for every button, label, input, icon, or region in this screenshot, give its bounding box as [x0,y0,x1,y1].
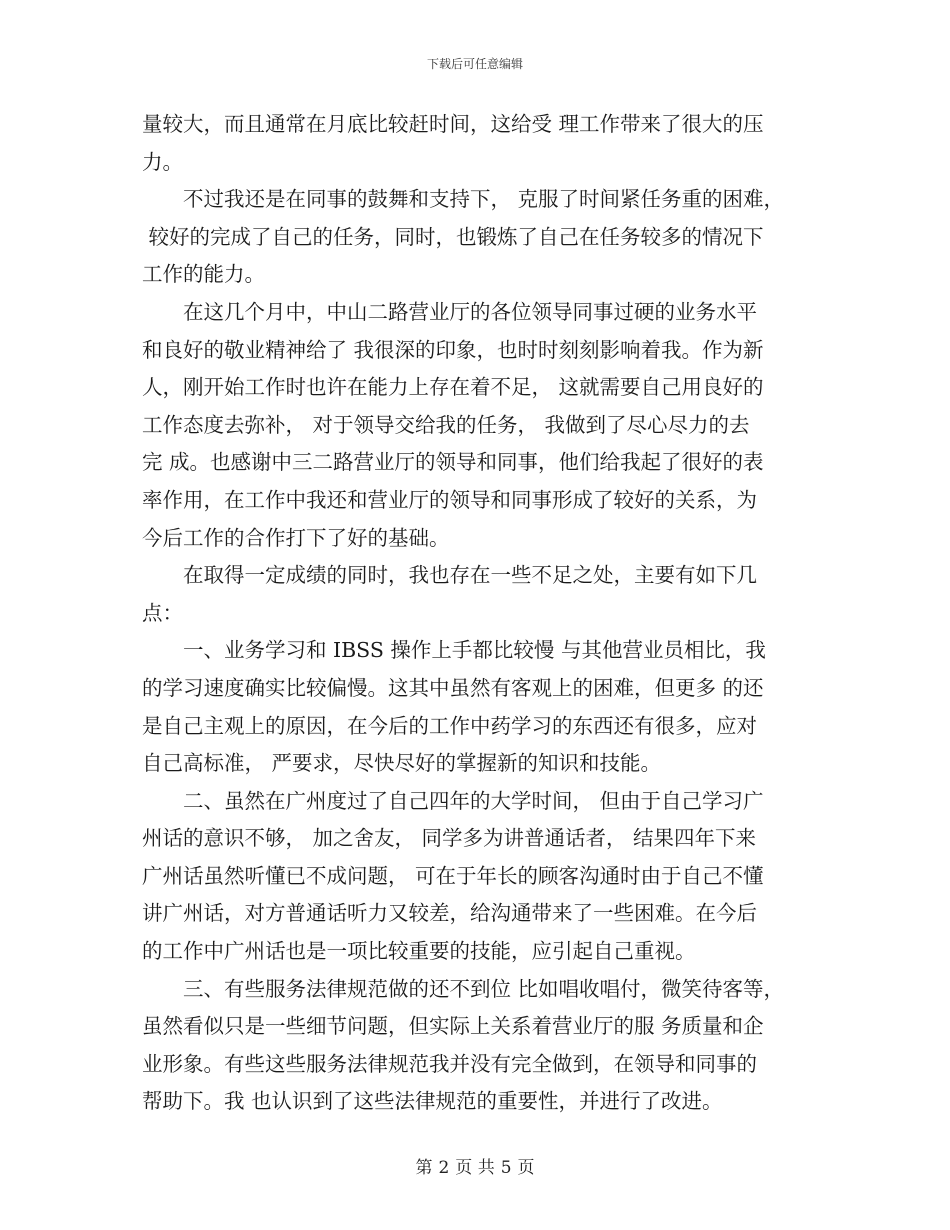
paragraph-line: 讲广州话，对方普通话听力又较差，给沟通带来了一些困难。在今后 [142,901,757,926]
paragraph-line: 人，刚开始工作时也许在能力上存在着不足， 这就需要自己用良好的 [142,375,764,400]
paragraph-line: 和良好的敬业精神给了 我很深的印象，也时时刻刻影响着我。作为新 [142,337,764,362]
paragraph-line: 率作用，在工作中我还和营业厅的领导和同事形成了较好的关系，为 [142,487,757,512]
paragraph-line: 三、有些服务法律规范做的还不到位 比如唱收唱付，微笑待客等， [183,976,785,1001]
paragraph-line: 量较大，而且通常在月底比较赶时间，这给受 理工作带来了很大的压 [142,112,764,136]
paragraph-line: 虽然看似只是一些细节问题，但实际上关系着营业厅的服 务质量和企 [142,1014,764,1039]
paragraph-line: 的工作中广州话也是一项比较重要的技能，应引起自己重视。 [142,939,696,964]
paragraph-line: 的学习速度确实比较偏慢。这其中虽然有客观上的困难，但更多 的还 [142,675,764,700]
paragraph-line: 帮助下。我 也认识到了这些法律规范的重要性，并进行了改进。 [142,1089,723,1114]
paragraph-line: 工作态度去弥补， 对于领导交给我的任务， 我做到了尽心尽力的去 [142,412,750,437]
paragraph-line: 在这几个月中，中山二路营业厅的各位领导同事过硬的业务水平 [183,299,757,324]
paragraph-line: 不过我还是在同事的鼓舞和支持下， 克服了时间紧任务重的困难， [183,187,785,212]
paragraph-line: 一、业务学习和 IBSS 操作上手都比较慢 与其他营业员相比，我 [183,638,766,663]
paragraph-line: 完 成。也感谢中三二路营业厅的领导和同事，他们给我起了很好的表 [142,450,764,475]
paragraph-line: 在取得一定成绩的同时，我也存在一些不足之处，主要有如下几 [183,563,757,588]
footer-suffix: 页 [517,1158,535,1178]
document-body [142,106,810,1121]
paragraph-line: 工作的能力。 [142,262,265,287]
paragraph-line: 广州话虽然听懂已不成问题， 可在于年长的顾客沟通时由于自己不懂 [142,863,764,888]
paragraph-line: 自己高标准， 严要求，尽快尽好的掌握新的知识和技能。 [142,751,662,776]
paragraph-line: 二、虽然在广州度过了自己四年的大学时间， 但由于自己学习广 [183,788,764,813]
page-header: 下载后可任意编辑 [426,57,523,71]
paragraph-line: 州话的意识不够， 加之舍友， 同学多为讲普通话者， 结果四年下来 [142,826,757,851]
paragraph-line: 今后工作的合作打下了好的基础。 [142,525,450,550]
paragraph-line: 力。 [142,149,183,174]
footer-prefix: 第 [415,1158,433,1178]
paragraph-line: 较好的完成了自己的任务，同时，也锻炼了自己在任务较多的情况下 [142,224,764,249]
footer-mid: 页 共 [455,1158,495,1178]
paragraph-line: 是自己主观上的原因，在今后的工作中药学习的东西还有很多，应对 [142,713,757,738]
paragraph-line: 业形象。有些这些服务法律规范我并没有完全做到，在领导和同事的 [142,1051,757,1076]
footer-current-page: 2 [438,1158,450,1178]
page-footer [0,1153,950,1178]
footer-total-pages: 5 [500,1158,512,1178]
paragraph-line: 点： [142,600,183,625]
